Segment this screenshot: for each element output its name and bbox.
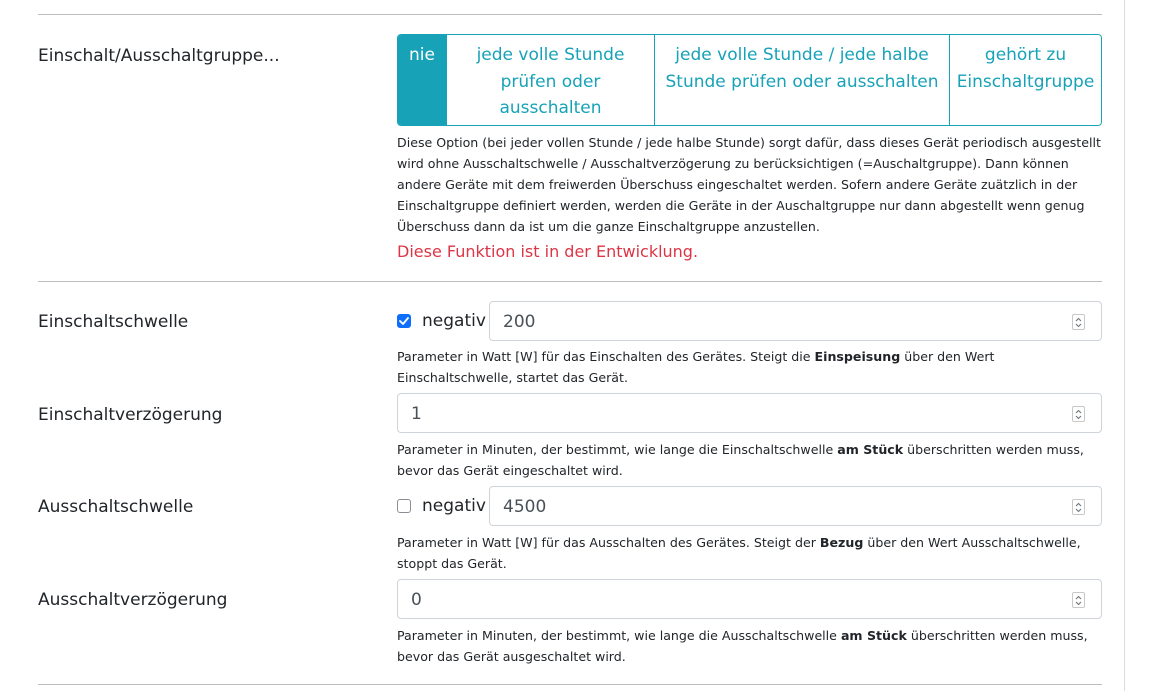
ausschaltschwelle-negativ-toggle[interactable] [397,486,486,526]
group-button-group [397,34,1102,126]
help-bold-text: Bezug [819,535,864,550]
einschaltverzoegerung-label: Einschaltverzögerung [38,405,223,425]
einschaltschwelle-label: Einschaltschwelle [38,312,189,332]
ausschaltverzoegerung-input[interactable] [397,579,1102,619]
card-border [1124,0,1125,691]
group-label: Einschalt/Ausschaltgruppe... [38,46,280,66]
ausschaltschwelle-input[interactable] [489,486,1102,526]
group-option-half-hourly[interactable]: jede volle Stunde / jede halbe Stunde prüfen oder ausschalten [654,35,949,125]
divider [38,14,1102,15]
number-spinner-icon[interactable] [1072,314,1085,330]
number-spinner-icon[interactable] [1072,592,1085,608]
help-text: über den Wert Ausschaltschwelle, stoppt das Gerät. [397,535,1081,571]
help-bold-text: am Stück [837,442,904,457]
einschaltschwelle-help [397,346,1102,388]
einschaltverzoegerung-help [397,439,1102,481]
updown-arrows-icon [1075,317,1082,328]
group-option-nie[interactable]: nie [398,35,446,125]
help-text: überschritten werden muss, bevor das Gerät eingeschaltet wird. [397,442,1084,478]
ausschaltschwelle-negativ-label: negativ [422,496,486,516]
checkmark-icon [399,317,409,325]
divider [38,684,1102,685]
einschaltverzoegerung-value: 1 [411,404,422,424]
updown-arrows-icon [1075,502,1082,513]
help-bold-text: am Stück [840,628,907,643]
einschaltschwelle-value: 200 [503,312,536,332]
einschaltschwelle-negativ-label: negativ [422,311,486,331]
number-spinner-icon[interactable] [1072,499,1085,515]
help-bold-text: Einspeisung [814,349,901,364]
einschaltschwelle-negativ-checkbox[interactable] [397,314,411,328]
group-option-hourly[interactable]: jede volle Stunde prüfen oder ausschalten [446,35,654,125]
group-help-text: Diese Option (bei jeder vollen Stunde / jede halbe Stunde) sorgt dafür, dass dieses Gerät periodisch ausgestellt wird ohne Ausschaltschwelle / Ausschaltverzögerung zu berücksichtigen (=Auschaltgruppe). Dann können andere Geräte mit dem freiwerden Überschuss eingeschaltet werden. Sofern andere Geräte zuätzlich in der Einschaltgruppe definiert werden, werden die Geräte in der Auschaltgruppe nur dann abgestellt wenn genug Überschuss dann da ist um die ganze Einschaltgruppe anzustellen. [397,135,1101,234]
ausschaltschwelle-negativ-checkbox[interactable] [397,499,411,513]
group-option-einschaltgruppe[interactable]: gehört zu Einschaltgruppe [949,35,1101,125]
help-text: über den Wert Einschaltschwelle, startet das Gerät. [397,349,995,385]
einschaltverzoegerung-input[interactable] [397,393,1102,433]
number-spinner-icon[interactable] [1072,406,1085,422]
ausschaltschwelle-help [397,532,1102,574]
help-text: Parameter in Minuten, der bestimmt, wie lange die Ausschaltschwelle [397,628,841,643]
ausschaltverzoegerung-value: 0 [411,590,422,610]
help-text: Parameter in Watt [W] für das Ausschalten des Gerätes. Steigt der [397,535,820,550]
development-note: Diese Funktion ist in der Entwicklung. [397,242,699,261]
ausschaltschwelle-value: 4500 [503,497,547,517]
help-text: überschritten werden muss, bevor das Gerät ausgeschaltet wird. [397,628,1088,664]
einschaltschwelle-input[interactable] [489,301,1102,341]
updown-arrows-icon [1075,409,1082,420]
divider [38,281,1102,282]
ausschaltverzoegerung-help [397,625,1102,667]
ausschaltverzoegerung-label: Ausschaltverzögerung [38,590,228,610]
einschaltschwelle-negativ-toggle[interactable] [397,301,486,341]
help-text: Parameter in Minuten, der bestimmt, wie lange die Einschaltschwelle [397,442,838,457]
help-text: Parameter in Watt [W] für das Einschalten des Gerätes. Steigt die [397,349,815,364]
updown-arrows-icon [1075,595,1082,606]
ausschaltschwelle-label: Ausschaltschwelle [38,497,194,517]
